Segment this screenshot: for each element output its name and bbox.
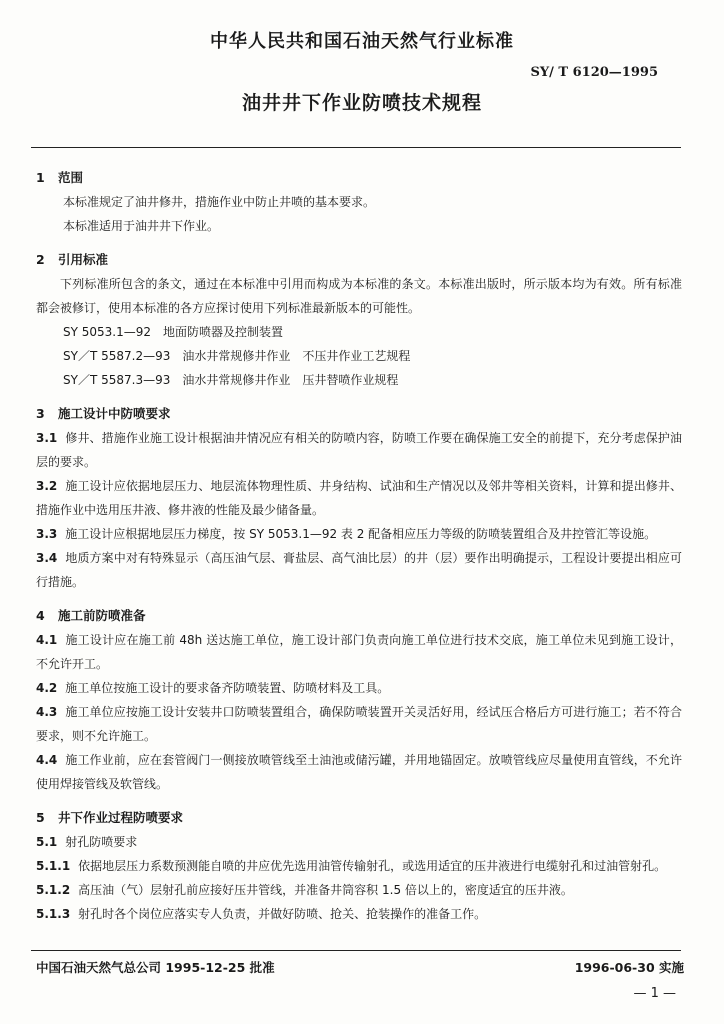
approval-statement: 中国石油天然气总公司 1995-12-25 批准 bbox=[36, 960, 275, 975]
clause: 3.2 施工设计应依据地层压力、地层流体物理性质、井身结构、试油和生产情况以及邻井等相关资料，计算和提出修井、措施作业中选用压井液、修井液的性能及最少储备量。 bbox=[36, 479, 682, 517]
section-heading-5: 5 井下作业过程防喷要求 bbox=[36, 810, 184, 825]
section-heading-4: 4 施工前防喷准备 bbox=[36, 608, 146, 623]
implementation-date: 1996-06-30 实施 bbox=[574, 960, 684, 975]
clause: 5.1.3 射孔时各个岗位应落实专人负责，并做好防喷、抢关、抢装操作的准备工作。 bbox=[36, 907, 487, 921]
clause: 4.1 施工设计应在施工前 48h 送达施工单位，施工设计部门负责向施工单位进行技术交底，施工单位未见到施工设计，不允许开工。 bbox=[36, 633, 682, 671]
section-heading-1: 1 范围 bbox=[36, 170, 84, 185]
clause: 4.4 施工作业前，应在套管阀门一侧接放喷管线至土油池或储污罐，并用地锚固定。放喷管线应尽量使用直管线，不允许使用焊接管线及软管线。 bbox=[36, 753, 682, 791]
clause: 5.1.1 依据地层压力系数预测能自喷的井应优先选用油管传输射孔，或选用适宜的压井液进行电缆射孔和过油管射孔。 bbox=[36, 859, 667, 873]
header-divider bbox=[31, 147, 681, 148]
clause: 5.1.2 高压油（气）层射孔前应接好压井管线，并准备井筒容积 1.5 倍以上的，密度适宜的压井液。 bbox=[36, 883, 573, 897]
clause: 3.3 施工设计应根据地层压力梯度，按 SY 5053.1—92 表 2 配备相应压力等级的防喷装置组合及井控管汇等设施。 bbox=[36, 527, 657, 541]
page-number: — 1 — bbox=[633, 986, 676, 1001]
section-heading-3: 3 施工设计中防喷要求 bbox=[36, 406, 171, 421]
standard-code: SY/ T 6120—1995 bbox=[530, 65, 658, 80]
reference-item: SY／T 5587.3—93 油水井常规修井作业 压井替喷作业规程 bbox=[63, 373, 399, 387]
reference-item: SY 5053.1—92 地面防喷器及控制装置 bbox=[63, 325, 284, 339]
footer-divider bbox=[31, 950, 681, 951]
clause: 4.2 施工单位按施工设计的要求备齐防喷装置、防喷材料及工具。 bbox=[36, 681, 390, 695]
clause: 3.4 地质方案中对有特殊显示（高压油气层、膏盐层、高气油比层）的井（层）要作出明确提示，工程设计要提出相应可行措施。 bbox=[36, 551, 682, 589]
clause: 3.1 修井、措施作业施工设计根据油井情况应有相关的防喷内容，防喷工作要在确保施工安全的前提下，充分考虑保护油层的要求。 bbox=[36, 431, 682, 469]
paragraph: 下列标准所包含的条文，通过在本标准中引用而构成为本标准的条文。本标准出版时，所示版本均为有效。所有标准都会被修订，使用本标准的各方应探讨使用下列标准最新版本的可能性。 bbox=[36, 277, 682, 315]
document-title: 油井井下作业防喷技术规程 bbox=[241, 92, 482, 114]
paragraph: 本标准适用于油井井下作业。 bbox=[63, 219, 220, 233]
standard-category-title: 中华人民共和国石油天然气行业标准 bbox=[210, 31, 514, 52]
document-body bbox=[36, 160, 682, 926]
clause: 5.1 射孔防喷要求 bbox=[36, 835, 138, 849]
clause: 4.3 施工单位应按施工设计安装井口防喷装置组合，确保防喷装置开关灵活好用，经试压合格后方可进行施工；若不符合要求，则不允许施工。 bbox=[36, 705, 682, 743]
paragraph: 本标准规定了油井修井，措施作业中防止井喷的基本要求。 bbox=[63, 195, 376, 209]
section-heading-2: 2 引用标准 bbox=[36, 252, 109, 267]
reference-item: SY／T 5587.2—93 油水井常规修井作业 不压井作业工艺规程 bbox=[63, 349, 411, 363]
